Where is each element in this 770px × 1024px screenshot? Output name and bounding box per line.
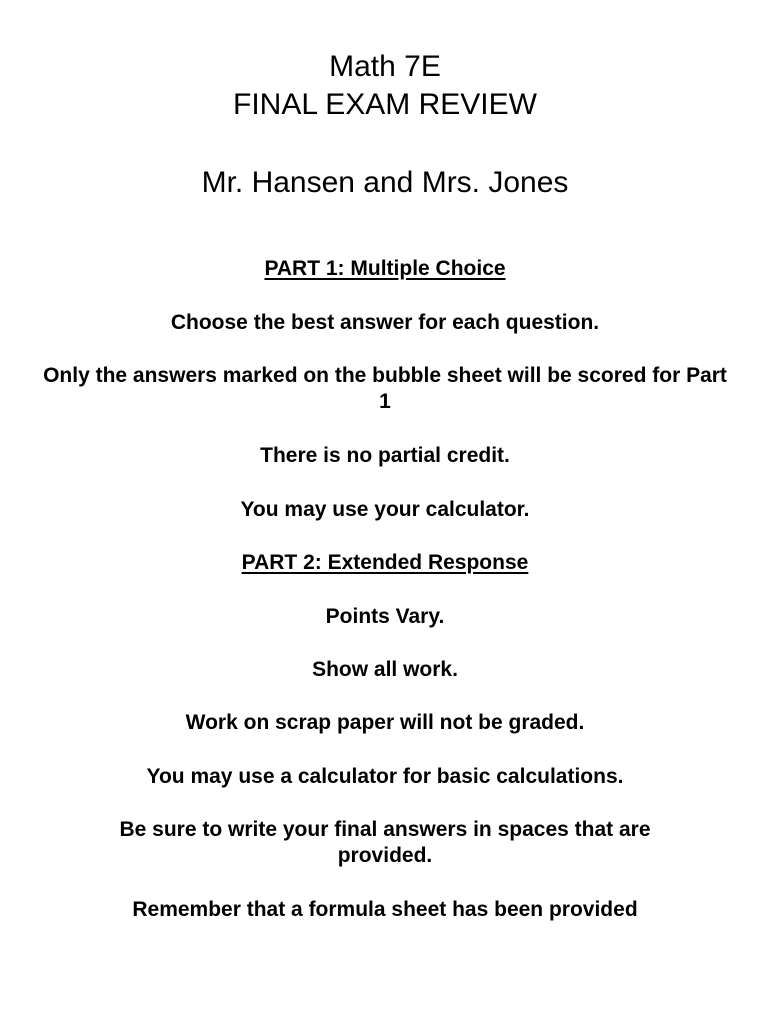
- course-title: Math 7E: [329, 50, 441, 83]
- part1-heading: PART 1: Multiple Choice: [264, 257, 506, 280]
- part2-instruction-calculator: You may use a calculator for basic calculations.: [146, 765, 624, 788]
- part2-instruction-points: Points Vary.: [325, 605, 445, 628]
- part1-instruction-no-partial-credit: There is no partial credit.: [260, 444, 510, 467]
- exam-title: FINAL EXAM REVIEW: [233, 88, 537, 121]
- part2-instruction-final-answers: Be sure to write your final answers in spaces that are provided.: [119, 818, 651, 867]
- part1-instruction-bubble-sheet: Only the answers marked on the bubble sheet will be scored for Part 1: [43, 364, 727, 413]
- part2-instruction-show-work: Show all work.: [312, 658, 458, 681]
- teacher-names: Mr. Hansen and Mrs. Jones: [201, 166, 569, 199]
- part2-instruction-formula-sheet: Remember that a formula sheet has been provided: [132, 898, 638, 921]
- part1-instruction-choose: Choose the best answer for each question.: [170, 311, 600, 334]
- part2-heading: PART 2: Extended Response: [241, 551, 529, 574]
- part2-instruction-scrap-paper: Work on scrap paper will not be graded.: [185, 711, 585, 734]
- part1-instruction-calculator: You may use your calculator.: [240, 498, 530, 521]
